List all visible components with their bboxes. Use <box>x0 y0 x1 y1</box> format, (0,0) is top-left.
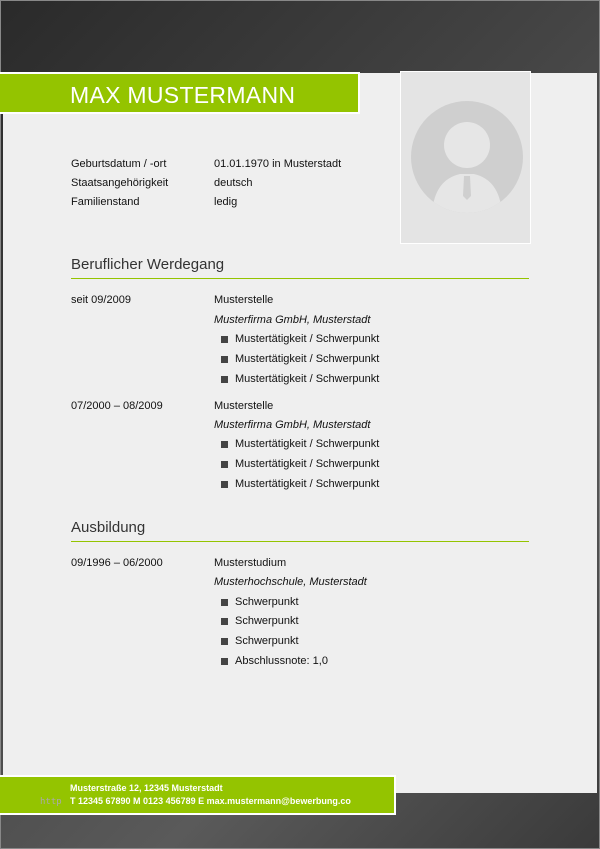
career-item: Mustertätigkeit / Schwerpunkt <box>235 373 380 385</box>
career-company: Musterfirma GmbH, Musterstadt <box>214 314 371 326</box>
bullet-icon <box>221 336 228 343</box>
person-placeholder-icon <box>410 100 524 214</box>
bullet-icon <box>221 461 228 468</box>
name-banner <box>0 72 360 114</box>
bullet-icon <box>221 638 228 645</box>
section-title-career: Beruflicher Werdegang <box>71 256 225 273</box>
career-item: Mustertätigkeit / Schwerpunkt <box>235 478 380 490</box>
value-nationality: deutsch <box>214 177 253 189</box>
footer-contact: T 12345 67890 M 0123 456789 E max.mustermann@bewerbung.co <box>70 796 351 806</box>
education-degree: Musterstudium <box>214 557 287 569</box>
career-item: Mustertätigkeit / Schwerpunkt <box>235 353 380 365</box>
career-company: Musterfirma GmbH, Musterstadt <box>214 419 371 431</box>
section-title-education: Ausbildung <box>71 519 146 536</box>
bullet-icon <box>221 618 228 625</box>
value-marital-status: ledig <box>214 196 238 208</box>
bullet-icon <box>221 376 228 383</box>
bullet-icon <box>221 481 228 488</box>
career-period: seit 09/2009 <box>71 294 131 306</box>
education-period: 09/1996 – 06/2000 <box>71 557 163 569</box>
footer-address: Musterstraße 12, 12345 Musterstadt <box>70 783 223 793</box>
education-item: Abschlussnote: 1,0 <box>235 655 328 667</box>
label-birth: Geburtsdatum / -ort <box>71 158 167 170</box>
bullet-icon <box>221 599 228 606</box>
footer-contact-bar <box>0 775 396 815</box>
career-item: Mustertätigkeit / Schwerpunkt <box>235 333 380 345</box>
bullet-icon <box>221 441 228 448</box>
label-nationality: Staatsangehörigkeit <box>71 177 169 189</box>
career-period: 07/2000 – 08/2009 <box>71 400 163 412</box>
applicant-name: MAX MUSTERMANN <box>70 82 296 108</box>
education-item: Schwerpunkt <box>235 635 299 647</box>
photo-placeholder <box>400 71 531 244</box>
section-divider <box>71 278 529 279</box>
bullet-icon <box>221 356 228 363</box>
corner-watermark: http <box>40 797 62 807</box>
career-position: Musterstelle <box>214 400 274 412</box>
label-marital-status: Familienstand <box>71 196 140 208</box>
bullet-icon <box>221 658 228 665</box>
career-position: Musterstelle <box>214 294 274 306</box>
section-divider <box>71 541 529 542</box>
career-item: Mustertätigkeit / Schwerpunkt <box>235 438 380 450</box>
education-item: Schwerpunkt <box>235 596 299 608</box>
value-birth: 01.01.1970 in Musterstadt <box>214 158 342 170</box>
education-item: Schwerpunkt <box>235 615 299 627</box>
education-institution: Musterhochschule, Musterstadt <box>214 576 367 588</box>
career-item: Mustertätigkeit / Schwerpunkt <box>235 458 380 470</box>
